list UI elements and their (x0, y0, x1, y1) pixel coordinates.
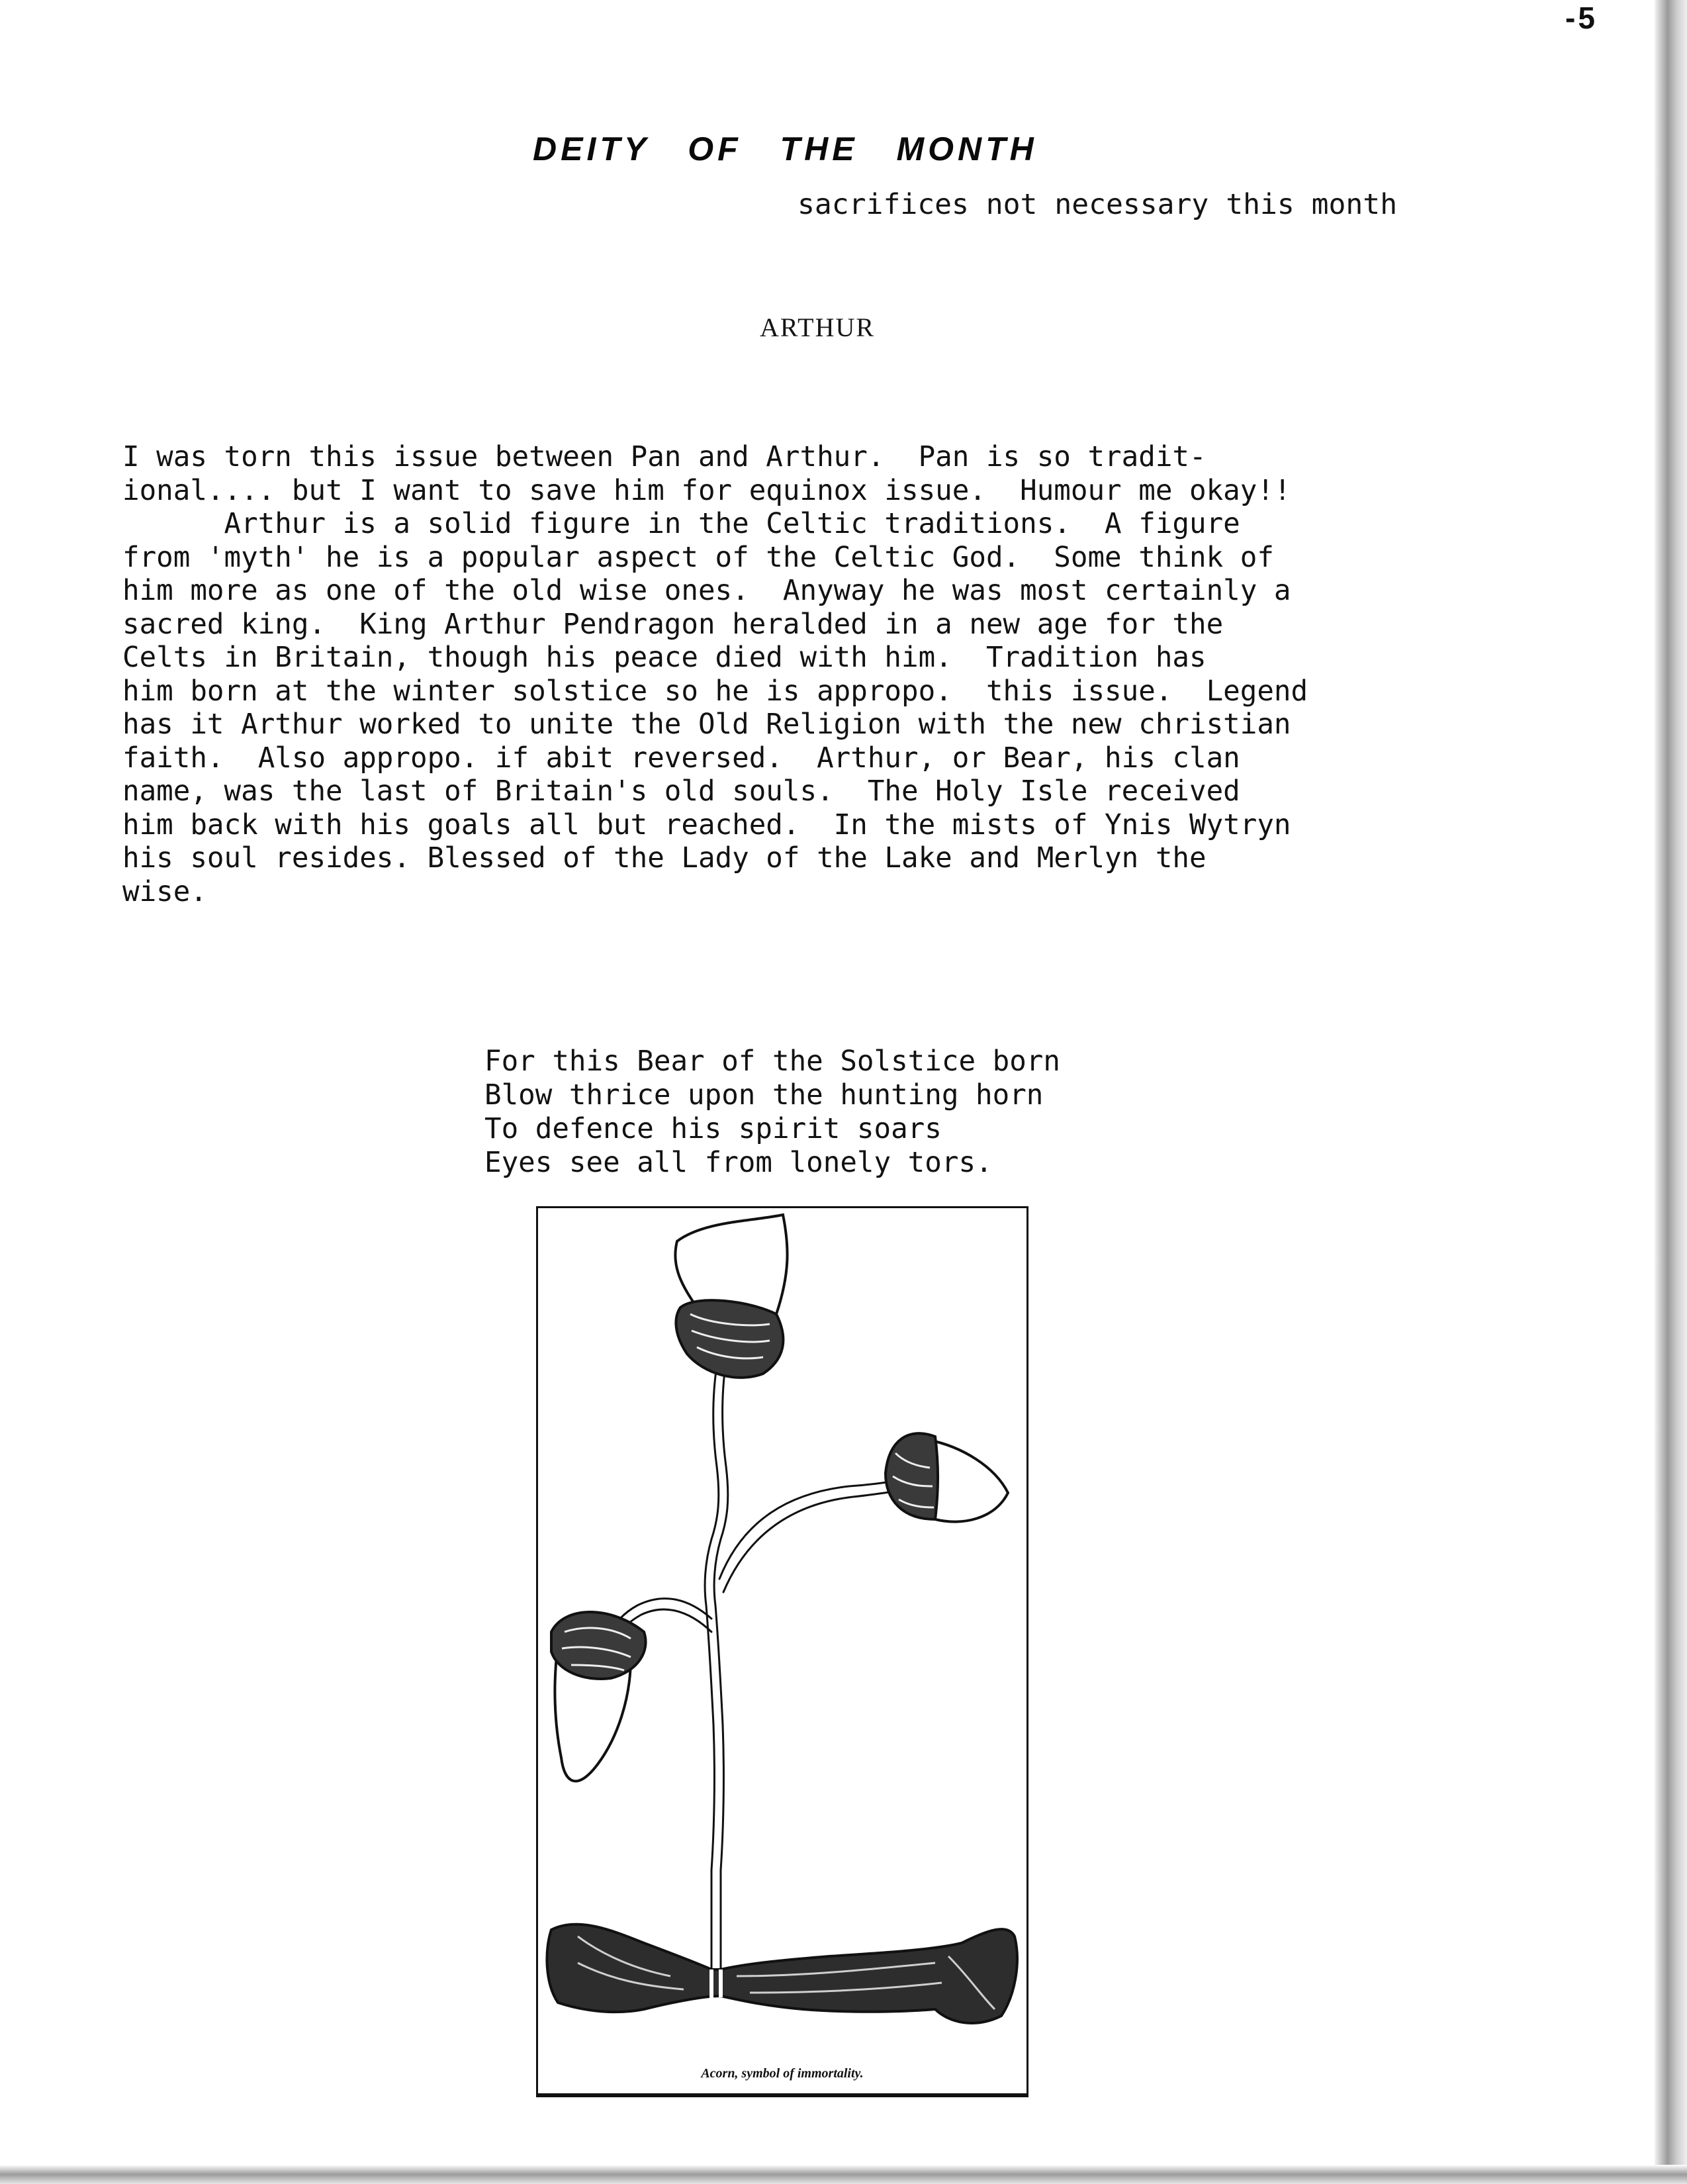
illustration-frame (536, 1206, 1028, 2097)
acorn-branch-illustration (538, 1208, 1026, 2093)
illustration-caption: Acorn, symbol of immortality. (701, 2066, 864, 2081)
acorn-left-icon (551, 1612, 646, 1781)
subtitle: sacrifices not necessary this month (798, 188, 1398, 221)
deity-name-heading: ARTHUR (760, 312, 876, 342)
page-bottom-edge-shadow (0, 2165, 1687, 2184)
page-right-edge-shadow (1655, 0, 1687, 2184)
acorn-right-icon (886, 1433, 1008, 1521)
headline: DEITY OF THE MONTH (533, 130, 1038, 167)
poem: For this Bear of the Solstice born Blow thrice upon the hunting horn To defence his spirit soars Eyes see all from lonely tors. (484, 1045, 1060, 1179)
page-number: -5 (1565, 1, 1598, 35)
log-icon (547, 1924, 1017, 2023)
acorn-top-icon (675, 1215, 787, 1378)
article-body: I was torn this issue between Pan and Arthur. Pan is so tradit- ional.... but I want to save him for equinox issue. Humour me okay!! Arthur is a solid figure in the Celtic traditions. A figure from 'myth' he is a popular aspect of the Celtic God. Some think of him more as one of the old wise ones. Anyway he was most certainly a sacred king. King Arthur Pendragon heralded in a new age for the Celts in Britain, though his peace died with him. Tradition has him born at the winter solstice so he is appropo. this issue. Legend has it Arthur worked to unite the Old Religion with the new christian faith. Also appropo. if abit reversed. Arthur, or Bear, his clan name, was the last of Britain's old souls. The Holy Isle received him back with his goals all but reached. In the mists of Ynis Wytryn his soul resides. Blessed of the Lady of the Lake and Merlyn the wise. (122, 441, 1308, 908)
